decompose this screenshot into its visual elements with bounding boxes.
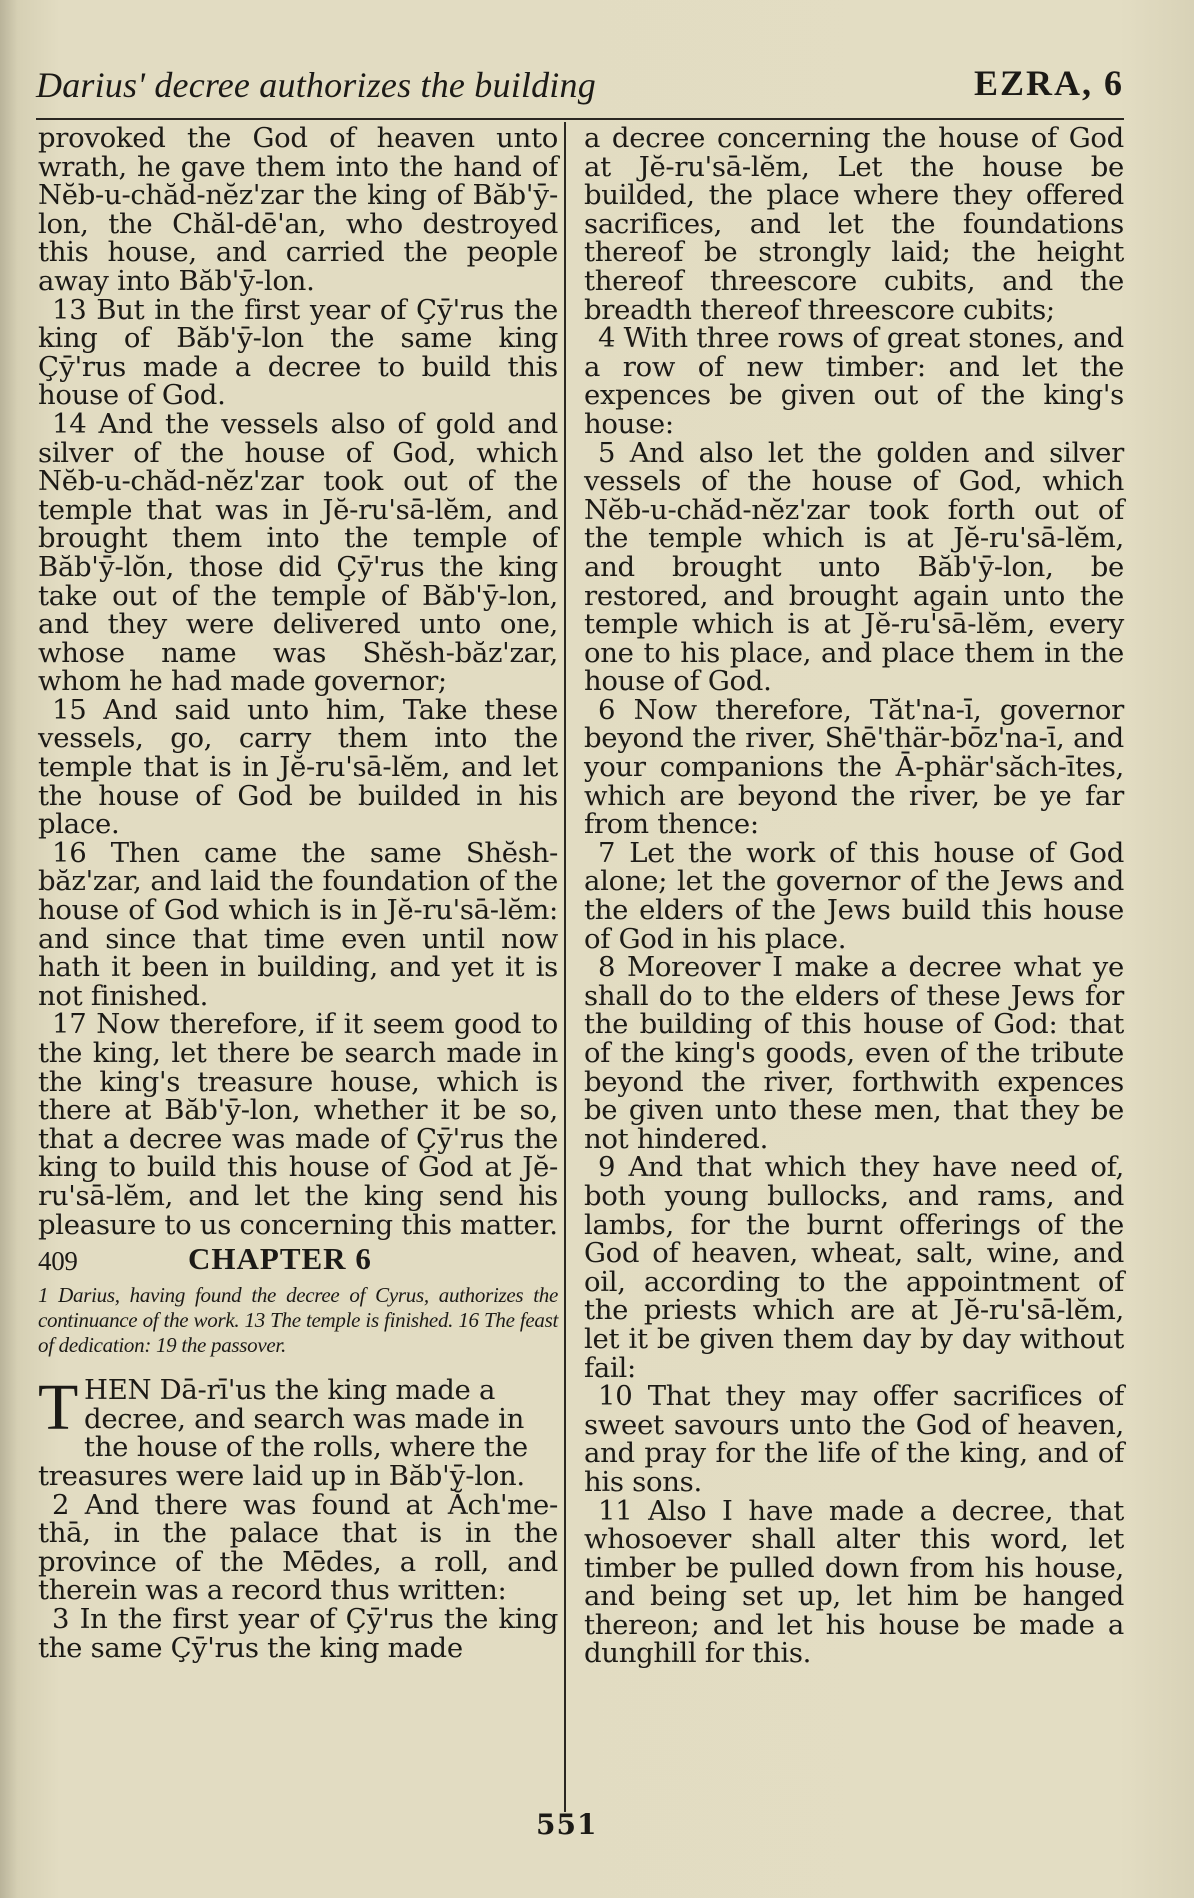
verse-text: 9 And that which they have need of, both young bullocks, and rams, and lambs, for the burnt offerings of the God of heaven, wheat, salt, wine, and oil, according to the appointment of the priests which are at Jĕ-ru'sā-lĕm, let it be given them day by day without fail: (584, 1151, 1124, 1384)
verse-text: 17 Now therefore, if it seem good to the king, let there be search made in the king's treasure house, which is there at Băb'ӯ-lon, whether it be so, that a decree was made of Çӯ'rus the king to build this house of God at Jĕ-ru'sā-lĕm, and let the king send his pleasure to us concerning this matter. (38, 1008, 558, 1241)
chapter-heading (38, 1241, 558, 1277)
first-verse (38, 1371, 558, 1492)
verse-text: provoked the God of heaven unto wrath, he gave them into the hand of Nĕb-u-chăd-nĕz'zar the king of Băb'ӯ-lon, the Chăl-dē'an, who destroyed this house, and carried the people away into Băb'ӯ-lon. (38, 122, 558, 297)
page-number: 551 (536, 1808, 598, 1841)
verse-text: 13 But in the first year of Çӯ'rus the king of Băb'ӯ-lon the same king Çӯ'rus made a decree to build this house of God. (38, 293, 558, 412)
verse-text: 2 And there was found at Ăch'me-thā, in the palace that is in the province of the Mēdes, a roll, and therein was a record thus written: (38, 1488, 558, 1607)
verse-text: 3 In the first year of Çӯ'rus the king the same Çӯ'rus the king made (38, 1602, 558, 1664)
verse-text: 5 And also let the golden and silver vessels of the house of God, which Nĕb-u-chăd-nĕz'zar took forth out of the temple which is at Jĕ-ru'sā-lĕm, and brought unto Băb'ӯ-lon, be restored, and brought again unto the temple which is at Jĕ-ru'sā-lĕm, every one to his place, and place them in the house of God. (584, 436, 1124, 698)
verse-text: a decree concerning the house of God at Jĕ-ru'sā-lĕm, Let the house be builded, the place where they offered sacrifices, and let the foundations thereof be strongly laid; the height thereof threescore cubits, and the breadth thereof threescore cubits; (584, 122, 1124, 326)
chapter-ref-number: 409 (38, 1246, 78, 1277)
right-column (584, 124, 1124, 1668)
verse-text: 16 Then came the same Shĕsh-băz'zar, and laid the foundation of the house of God which is in Jĕ-ru'sā-lĕm: and since that time even until now hath it been in building, and yet it is not finished. (38, 836, 558, 1012)
running-head-title: Darius' decree authorizes the building (36, 65, 596, 105)
drop-cap: T (38, 1371, 79, 1445)
left-column (38, 124, 558, 1662)
verse-text: 8 Moreover I make a decree what ye shall do to the elders of these Jews for the building of this house of God: that of the king's goods, even of the tribute beyond the river, forthwith expences be given unto these men, that they be not hindered. (584, 951, 1124, 1155)
verse-text: 7 Let the work of this house of God alone; let the governor of the Jews and the elders of the Jews build this house of God in his place. (584, 836, 1124, 955)
verse-text: 10 That they may offer sacrifices of sweet savours unto the God of heaven, and pray for the life of the king, and of his sons. (584, 1380, 1124, 1498)
chapter-summary: 1 Darius, having found the decree of Cyrus, authorizes the continuance of the work. 13 The temple is finished. 16 The feast of dedication: 19 the passover. (38, 1283, 558, 1358)
chapter-title: CHAPTER 6 (188, 1241, 372, 1277)
book-chapter-label: EZRA, 6 (973, 63, 1124, 103)
verse-text: 14 And the vessels also of gold and silver of the house of God, which Nĕb-u-chăd-nĕz'zar took out of the temple that was in Jĕ-ru'sā-lĕm, and brought them into the temple of Băb'ӯ-lŏn, those did Çӯ'rus the king take out of the temple of Băb'ӯ-lon, and they were delivered unto one, whose name was Shĕsh-băz'zar, whom he had made governor; (38, 407, 558, 698)
verse-text: 4 With three rows of great stones, and a row of new timber: and let the expences be given out of the king's house: (584, 322, 1124, 440)
verse-text: 6 Now therefore, Tăt'na-ī, governor beyond the river, Shē'thär-bōz'na-ī, and your companions the Ā-phär'săch-ītes, which are beyond the river, be ye far from thence: (584, 693, 1124, 841)
column-divider (564, 122, 566, 1812)
verse-text: 11 Also I have made a decree, that whosoever shall alter this word, let timber be pulled down from his house, and being set up, let him be hanged thereon; and let his house be made a dunghill for this. (584, 1494, 1124, 1670)
verse-text: 15 And said unto him, Take these vessels, go, carry them into the temple that is in Jĕ-ru'sā-lĕm, and let the house of God be builded in his place. (38, 693, 558, 841)
running-header (36, 58, 1124, 120)
verse-text: HEN Dā-rī'us the king made a decree, and search was made in the house of the rolls, where the treasures were laid up in Băb'ӯ-lon. (38, 1374, 528, 1492)
